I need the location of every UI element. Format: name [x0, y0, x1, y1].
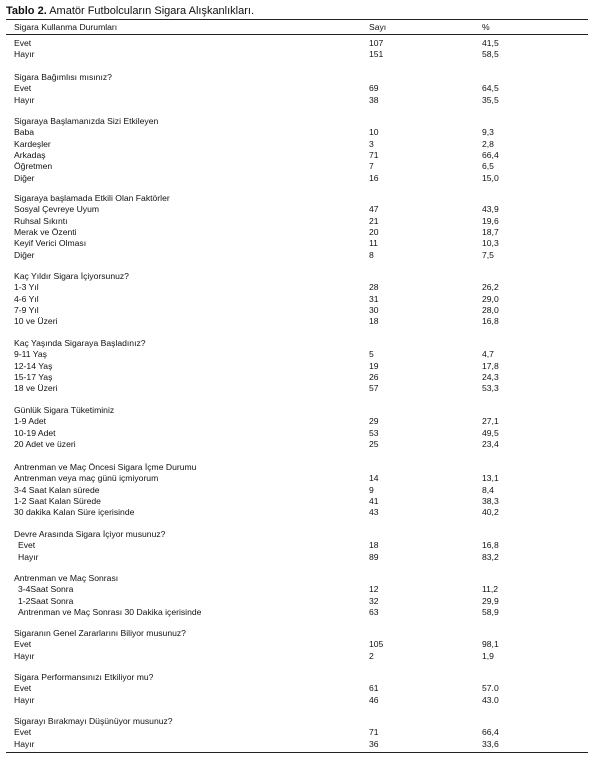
row-percent: 16,8: [482, 316, 499, 326]
row-count: 46: [369, 695, 379, 705]
row-count: 19: [369, 361, 379, 371]
section-title-text: Antrenman ve Maç Öncesi Sigara İçme Durumu: [14, 462, 197, 472]
row-count: 14: [369, 473, 379, 483]
section-title-text: Sigara Performansınızı Etkiliyor mu?: [14, 672, 154, 682]
row-label: 12-14 Yaş: [14, 361, 53, 371]
table-row: [0, 428, 594, 439]
row-count: 63: [369, 607, 379, 617]
table-row: [0, 596, 594, 607]
row-label: Öğretmen: [14, 161, 53, 171]
row-label: 10 ve Üzeri: [14, 316, 58, 326]
row-percent: 19,6: [482, 216, 499, 226]
row-percent: 7,5: [482, 250, 494, 260]
table-row: [0, 473, 594, 484]
column-header-label: Sigara Kullanma Durumları: [14, 22, 118, 32]
row-count: 30: [369, 305, 379, 315]
section-title-text: Sigara Bağımlısı mısınız?: [14, 72, 112, 82]
row-count: 53: [369, 428, 379, 438]
section-title: [0, 271, 594, 282]
row-count: 32: [369, 596, 379, 606]
section-title-text: Antrenman ve Maç Sonrası: [14, 573, 119, 583]
row-percent: 23,4: [482, 439, 499, 449]
row-count: 28: [369, 282, 379, 292]
table-row: [0, 204, 594, 215]
row-label: 1-2 Saat Kalan Sürede: [14, 496, 101, 506]
table-row: [0, 507, 594, 518]
table-row: [0, 540, 594, 551]
row-count: 69: [369, 83, 379, 93]
row-count: 7: [369, 161, 374, 171]
row-percent: 41,5: [482, 38, 499, 48]
header-rule: [6, 34, 588, 35]
row-percent: 17,8: [482, 361, 499, 371]
row-count: 151: [369, 49, 384, 59]
row-label: Ruhsal Sıkıntı: [14, 216, 68, 226]
row-label: 9-11 Yaş: [14, 349, 47, 359]
row-count: 8: [369, 250, 374, 260]
table-row: [0, 83, 594, 94]
row-label: Merak ve Özenti: [14, 227, 77, 237]
section-title-text: Kaç Yıldır Sigara İçiyorsunuz?: [14, 271, 129, 281]
row-label: Keyif Verici Olması: [14, 238, 87, 248]
row-label: 20 Adet ve üzeri: [14, 439, 76, 449]
row-label: Baba: [14, 127, 35, 137]
table-number: Tablo 2.: [6, 5, 47, 17]
row-label: 1-9 Adet: [14, 416, 47, 426]
section-title: [0, 716, 594, 727]
row-count: 5: [369, 349, 374, 359]
row-percent: 11,2: [482, 584, 499, 594]
row-label: Sosyal Çevreye Uyum: [14, 204, 100, 214]
row-label: Evet: [18, 540, 36, 550]
table-row: [0, 739, 594, 750]
table-row: [0, 439, 594, 450]
row-count: 25: [369, 439, 379, 449]
row-label: 3-4 Saat Kalan sürede: [14, 485, 100, 495]
table-row: [0, 683, 594, 694]
table-row: [0, 584, 594, 595]
row-percent: 57.0: [482, 683, 499, 693]
section-title-text: Sigarayı Bırakmayı Düşünüyor musunuz?: [14, 716, 173, 726]
row-percent: 58,5: [482, 49, 499, 59]
row-label: 4-6 Yıl: [14, 294, 39, 304]
row-label: Evet: [14, 727, 32, 737]
section-title-text: Sigaraya başlamada Etkili Olan Faktörler: [14, 193, 170, 203]
table-row: [0, 349, 594, 360]
row-count: 43: [369, 507, 379, 517]
row-percent: 40,2: [482, 507, 499, 517]
row-label: Evet: [14, 38, 32, 48]
row-percent: 27,1: [482, 416, 499, 426]
section-title: [0, 672, 594, 683]
table-row: [0, 38, 594, 49]
row-count: 61: [369, 683, 379, 693]
row-percent: 98,1: [482, 639, 499, 649]
row-count: 41: [369, 496, 379, 506]
table-row: [0, 216, 594, 227]
table-row: [0, 127, 594, 138]
row-count: 36: [369, 739, 379, 749]
row-count: 47: [369, 204, 379, 214]
row-count: 11: [369, 238, 378, 248]
row-label: Antrenman veya maç günü içmiyorum: [14, 473, 159, 483]
table-caption: [6, 4, 254, 18]
row-count: 89: [369, 552, 379, 562]
row-percent: 6,5: [482, 161, 494, 171]
section-title: [0, 462, 594, 473]
row-label: 15-17 Yaş: [14, 372, 53, 382]
table-row: [0, 282, 594, 293]
table-row: [0, 552, 594, 563]
row-percent: 9,3: [482, 127, 494, 137]
row-percent: 66,4: [482, 150, 499, 160]
row-percent: 15,0: [482, 173, 499, 183]
row-percent: 24,3: [482, 372, 499, 382]
section-title-text: Kaç Yaşında Sigaraya Başladınız?: [14, 338, 146, 348]
table-row: [0, 139, 594, 150]
table-row: [0, 607, 594, 618]
row-percent: 35,5: [482, 95, 499, 105]
table-row: [0, 161, 594, 172]
table-row: [0, 639, 594, 650]
table-row: [0, 173, 594, 184]
table-row: [0, 95, 594, 106]
section-title-text: Sigaraya Başlamanızda Sizi Etkileyen: [14, 116, 159, 126]
row-label: 30 dakika Kalan Süre içerisinde: [14, 507, 135, 517]
row-label: 1-2Saat Sonra: [18, 596, 74, 606]
section-title: [0, 338, 594, 349]
row-label: Kardeşler: [14, 139, 51, 149]
row-count: 38: [369, 95, 379, 105]
row-label: Antrenman ve Maç Sonrası 30 Dakika içerisinde: [18, 607, 202, 617]
table-row: [0, 305, 594, 316]
row-count: 2: [369, 651, 374, 661]
table-row: [0, 227, 594, 238]
row-percent: 43.0: [482, 695, 499, 705]
row-percent: 33,6: [482, 739, 499, 749]
row-count: 71: [369, 727, 379, 737]
row-count: 105: [369, 639, 384, 649]
table-row: [0, 361, 594, 372]
top-rule: [6, 19, 588, 20]
row-label: Hayır: [14, 651, 35, 661]
row-label: Evet: [14, 639, 32, 649]
row-percent: 66,4: [482, 727, 499, 737]
row-percent: 29,0: [482, 294, 499, 304]
row-label: Diğer: [14, 250, 35, 260]
row-percent: 64,5: [482, 83, 499, 93]
column-header-percent: %: [482, 22, 490, 32]
row-percent: 18,7: [482, 227, 499, 237]
section-title: [0, 193, 594, 204]
row-label: Diğer: [14, 173, 35, 183]
row-count: 29: [369, 416, 379, 426]
table-title: Amatör Futbolcuların Sigara Alışkanlıkları.: [49, 5, 255, 17]
row-label: Hayır: [18, 552, 39, 562]
row-count: 3: [369, 139, 374, 149]
row-percent: 58,9: [482, 607, 499, 617]
row-percent: 13,1: [482, 473, 499, 483]
row-count: 12: [369, 584, 379, 594]
table-row: [0, 651, 594, 662]
table-row: [0, 150, 594, 161]
row-percent: 10,3: [482, 238, 499, 248]
table-row: [0, 496, 594, 507]
section-title-text: Sigaranın Genel Zararlarını Biliyor musunuz?: [14, 628, 186, 638]
row-label: 1-3 Yıl: [14, 282, 39, 292]
row-label: Hayır: [14, 49, 35, 59]
row-percent: 83,2: [482, 552, 499, 562]
table-row: [0, 695, 594, 706]
row-label: 18 ve Üzeri: [14, 383, 58, 393]
table-row: [0, 316, 594, 327]
bottom-rule: [6, 752, 588, 753]
row-label: Hayır: [14, 95, 35, 105]
row-percent: 8,4: [482, 485, 494, 495]
section-title: [0, 116, 594, 127]
row-percent: 29,9: [482, 596, 499, 606]
row-label: Hayır: [14, 695, 35, 705]
row-percent: 4,7: [482, 349, 494, 359]
section-title: [0, 529, 594, 540]
row-label: Evet: [14, 83, 32, 93]
row-count: 10: [369, 127, 379, 137]
row-label: 7-9 Yıl: [14, 305, 39, 315]
row-percent: 28,0: [482, 305, 499, 315]
row-count: 31: [369, 294, 379, 304]
row-label: Evet: [14, 683, 32, 693]
column-header-count: Sayı: [369, 22, 387, 32]
table-row: [0, 727, 594, 738]
section-title: [0, 72, 594, 83]
row-count: 57: [369, 383, 379, 393]
row-count: 18: [369, 316, 379, 326]
row-percent: 43,9: [482, 204, 499, 214]
row-count: 9: [369, 485, 374, 495]
section-title: [0, 573, 594, 584]
row-percent: 26,2: [482, 282, 499, 292]
table-row: [0, 416, 594, 427]
row-percent: 49,5: [482, 428, 499, 438]
table-row: [0, 383, 594, 394]
row-percent: 16,8: [482, 540, 499, 550]
row-label: 10-19 Adet: [14, 428, 56, 438]
table-row: [0, 485, 594, 496]
row-count: 71: [369, 150, 379, 160]
row-count: 18: [369, 540, 379, 550]
table-row: [0, 49, 594, 60]
row-count: 107: [369, 38, 384, 48]
row-count: 20: [369, 227, 379, 237]
table-row: [0, 238, 594, 249]
section-title-text: Günlük Sigara Tüketiminiz: [14, 405, 115, 415]
section-title: [0, 628, 594, 639]
row-percent: 53,3: [482, 383, 499, 393]
table-row: [0, 294, 594, 305]
column-header-row: [0, 22, 594, 33]
row-count: 16: [369, 173, 379, 183]
row-count: 21: [369, 216, 379, 226]
row-percent: 38,3: [482, 496, 499, 506]
table-row: [0, 250, 594, 261]
section-title: [0, 405, 594, 416]
table-row: [0, 372, 594, 383]
row-label: Hayır: [14, 739, 35, 749]
row-percent: 2,8: [482, 139, 494, 149]
row-percent: 1,9: [482, 651, 494, 661]
row-label: Arkadaş: [14, 150, 46, 160]
section-title-text: Devre Arasında Sigara İçiyor musunuz?: [14, 529, 166, 539]
row-count: 26: [369, 372, 379, 382]
row-label: 3-4Saat Sonra: [18, 584, 74, 594]
